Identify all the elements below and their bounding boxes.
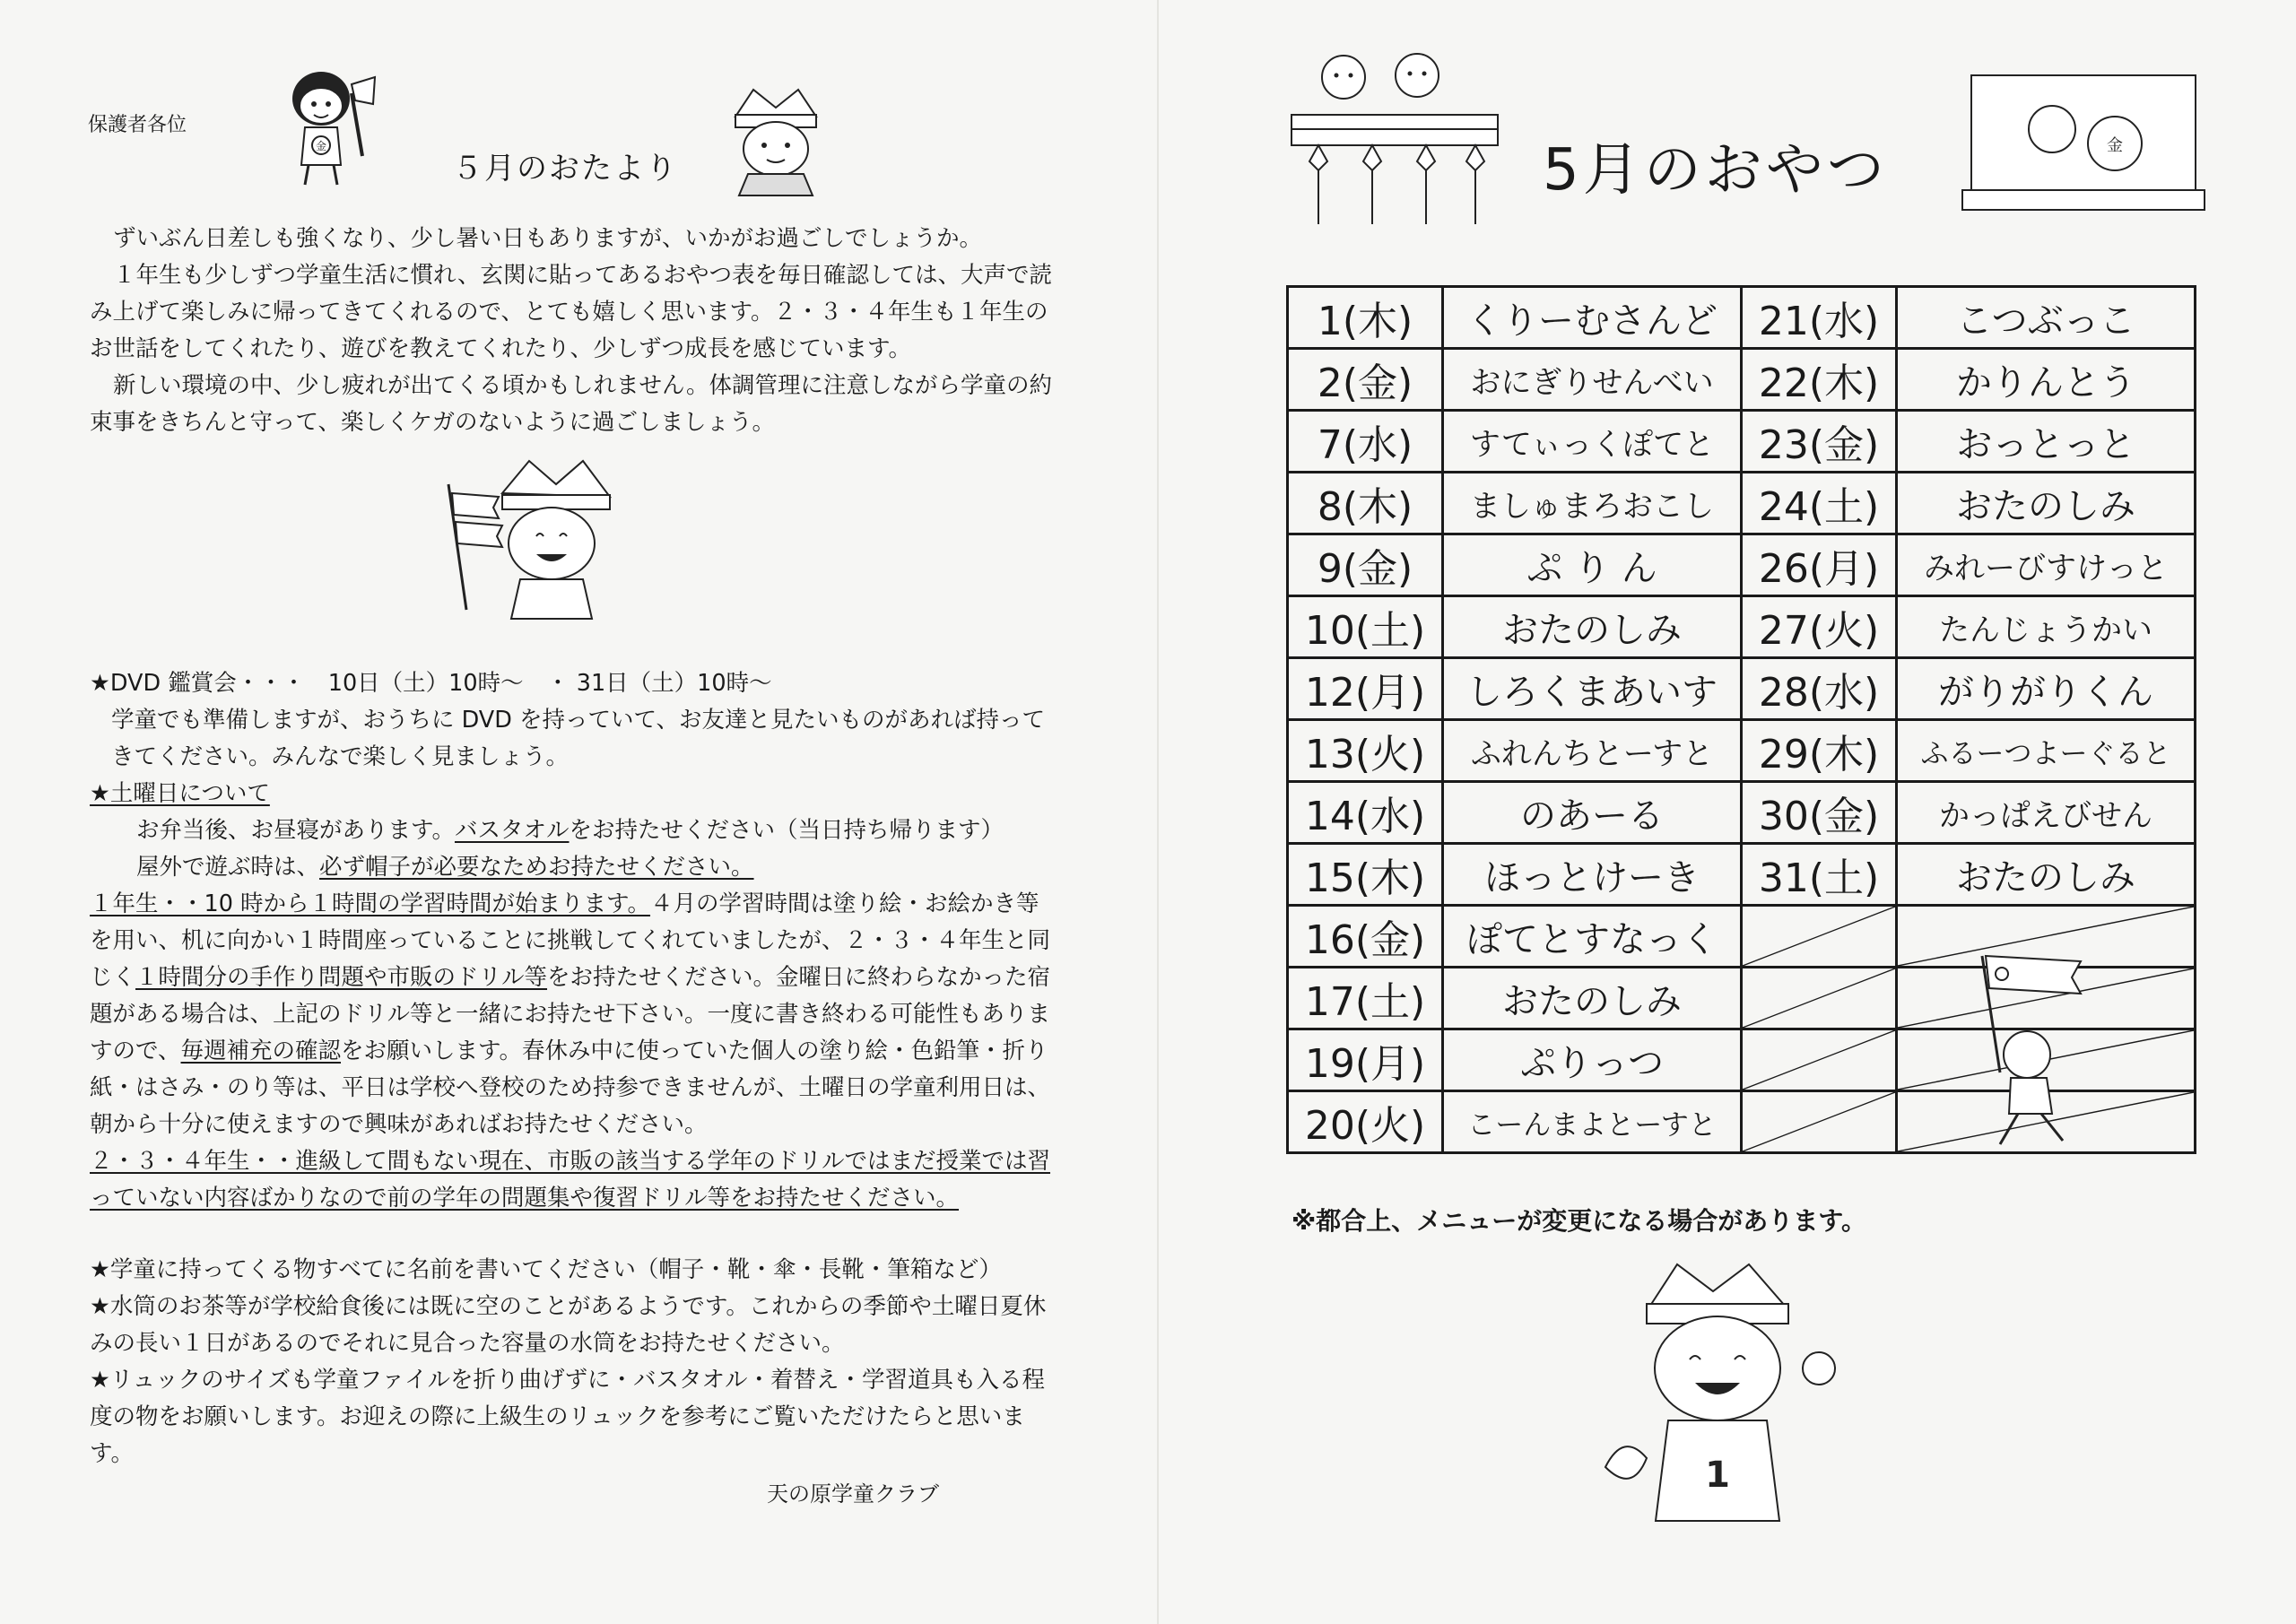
menu-snack: かりんとう [1897, 349, 2196, 411]
menu-row [1288, 844, 2196, 906]
empty-cell [1742, 1091, 1897, 1153]
menu-row [1288, 596, 2196, 658]
first-grade-text: をお願いします。春休み中に使っていた個人の塗り絵・色鉛筆・折り紙・はさみ・のり等は、平日は学校へ登校のため持参できませんが、土曜日の学童利用日は、朝から十分に使えますので興味があればお持たせください。 [90, 1038, 1051, 1138]
saturday-heading: ★土曜日について [90, 780, 270, 807]
menu-row [1288, 658, 2196, 720]
saturday-line [90, 812, 1058, 849]
boy-with-koinobori-icon [430, 457, 646, 637]
saturday-line-text: お弁当後、お昼寝があります。 [136, 817, 455, 844]
menu-row [1288, 782, 2196, 844]
svg-text:金: 金 [315, 140, 327, 152]
first-grade-note [90, 886, 1058, 1143]
rule-item: ★水筒のお茶等が学校給食後には既に空のことがあるようです。これからの季節や土曜日夏休みの長い１日があるのでそれに見合った容量の水筒をお持たせください。 [90, 1293, 1047, 1357]
rule-item: ★学童に持ってくる物すべてに名前を書いてください（帽子・靴・傘・長靴・筆箱など） [90, 1256, 1002, 1283]
intro-paragraph: ずいぶん日差しも強くなり、少し暑い日もありますが、いかがお過ごしでしょうか。 [113, 225, 983, 252]
page-fold [1157, 0, 1159, 1624]
menu-snack: おたのしみ [1897, 844, 2196, 906]
menu-row [1288, 720, 2196, 782]
menu-date: 22(木) [1742, 349, 1897, 411]
menu-date: 26(月) [1742, 534, 1897, 596]
menu-date: 1(木) [1288, 287, 1443, 349]
boy-with-axe-icon [269, 57, 395, 192]
menu-snack: ほっとけーき [1443, 844, 1742, 906]
menu-snack: おたのしみ [1443, 968, 1742, 1029]
menu-date: 31(土) [1742, 844, 1897, 906]
change-notice: ※都合上、メニューが変更になる場合があります。 [1292, 1206, 1866, 1236]
empty-cell [1742, 968, 1897, 1029]
empty-cell [1742, 906, 1897, 968]
menu-date: 17(土) [1288, 968, 1443, 1029]
first-grade-emphasis: １年生・・10 時から１時間の学習時間が始まります。 [90, 890, 651, 917]
rule-item: ★リュックのサイズも学童ファイルを折り曲げずに・バスタオル・着替え・学習道具も入る程度の物をお願いします。お迎えの際に上級生のリュックを参考にご覧いただけたらと思います。 [90, 1367, 1046, 1467]
menu-date: 10(土) [1288, 596, 1443, 658]
menu-row [1288, 534, 2196, 596]
menu-date: 21(水) [1742, 287, 1897, 349]
menu-date: 16(金) [1288, 906, 1443, 968]
menu-snack: すてぃっくぽてと [1443, 411, 1742, 473]
cheering-boy-icon [1578, 1252, 1883, 1539]
menu-snack: のあーる [1443, 782, 1742, 844]
menu-row [1288, 411, 2196, 473]
children-and-irises-icon [1283, 45, 1507, 233]
first-grade-text: をお持たせください。金曜日に終わらなかった宿題がある場合は、上記のドリル等と一緒にお持たせ下さい。一度に書き終わる可能性もありますので、 [90, 964, 1051, 1064]
intro-paragraph: 新しい環境の中、少し疲れが出てくる頃かもしれません。体調管理に注意しながら学童の約束事をきちんと守って、楽しくケガのないように過ごしましょう。 [90, 372, 1053, 436]
menu-snack: しろくまあいす [1443, 658, 1742, 720]
menu-snack: ぷりっつ [1443, 1029, 1742, 1091]
menu-date: 15(木) [1288, 844, 1443, 906]
running-boy-koinobori-icon [1946, 938, 2117, 1153]
menu-date: 23(金) [1742, 411, 1897, 473]
menu-snack: くりーむさんど [1443, 287, 1742, 349]
menu-date: 8(木) [1288, 473, 1443, 534]
snack-menu-title: 5月のおやつ [1543, 137, 1888, 204]
menu-snack: こーんまよとーすと [1443, 1091, 1742, 1153]
menu-row [1288, 287, 2196, 349]
first-grade-text: ４月の学習時間は塗り絵・お絵かき等を用い、机に向かい１時間座っていることに挑戦してくれていましたが、２・３・４年生と同じく [90, 890, 1051, 991]
drill-emphasis: １時間分の手作り問題や市販のドリル等 [135, 964, 548, 991]
menu-date: 7(水) [1288, 411, 1443, 473]
addressee: 保護者各位 [88, 114, 187, 136]
intro-paragraph: １年生も少しずつ学童生活に慣れ、玄関に貼ってあるおやつ表を毎日確認しては、大声で読み上げて楽しみに帰ってきてくれるので、とても嬉しく思います。２・３・４年生も１年生のお世話をしてくれたり、遊びを教えてくれたり、少しずつ成長を感じています。 [90, 262, 1053, 362]
signature: 天の原学童クラブ [767, 1481, 939, 1507]
menu-snack: かっぱえびせん [1897, 782, 2196, 844]
menu-snack: おっとっと [1897, 411, 2196, 473]
menu-snack: たんじょうかい [1897, 596, 2196, 658]
menu-row [1288, 349, 2196, 411]
dvd-body: 学童でも準備しますが、おうちに DVD を持っていて、お友達と見たいものがあれば持ってきてください。みんなで楽しく見ましょう。 [111, 707, 1045, 770]
menu-date: 14(水) [1288, 782, 1443, 844]
notes-section [90, 665, 1058, 1217]
menu-date: 12(月) [1288, 658, 1443, 720]
newsletter-title: ５月のおたより [452, 151, 678, 187]
menu-row [1288, 473, 2196, 534]
menu-snack: ましゅまろおこし [1443, 473, 1742, 534]
menu-snack: ぽてとすなっく [1443, 906, 1742, 968]
menu-snack: ふるーつよーぐると [1897, 720, 2196, 782]
saturday-line-text: 屋外で遊ぶ時は、 [136, 854, 320, 881]
menu-snack: こつぶっこ [1897, 287, 2196, 349]
boy-with-helmet-icon [718, 81, 834, 197]
menu-date: 28(水) [1742, 658, 1897, 720]
menu-date: 2(金) [1288, 349, 1443, 411]
menu-date: 29(木) [1742, 720, 1897, 782]
menu-date: 30(金) [1742, 782, 1897, 844]
towel-emphasis: バスタオル [454, 817, 570, 844]
upper-grade-note: ２・３・４年生・・進級して間もない現在、市販の該当する学年のドリルではまだ授業では習っていない内容ばかりなので前の学年の問題集や復習ドリル等をお持たせください。 [90, 1148, 1051, 1211]
menu-date: 13(火) [1288, 720, 1443, 782]
kintaro-doll-display-icon [1953, 57, 2213, 246]
menu-date: 9(金) [1288, 534, 1443, 596]
menu-date: 27(火) [1742, 596, 1897, 658]
menu-date: 24(土) [1742, 473, 1897, 534]
hat-emphasis: 必ず帽子が必要なためお持たせください。 [319, 854, 754, 881]
menu-snack: ぷ り ん [1443, 534, 1742, 596]
svg-text:金: 金 [2107, 136, 2123, 155]
empty-cell [1742, 1029, 1897, 1091]
menu-date: 19(月) [1288, 1029, 1443, 1091]
saturday-line [90, 849, 1058, 886]
menu-snack: がりがりくん [1897, 658, 2196, 720]
menu-snack: おたのしみ [1443, 596, 1742, 658]
menu-snack: ふれんちとーすと [1443, 720, 1742, 782]
snack-menu-page [1166, 0, 2296, 1624]
menu-snack: おたのしみ [1897, 473, 2196, 534]
menu-snack: おにぎりせんべい [1443, 349, 1742, 411]
menu-date: 20(火) [1288, 1091, 1443, 1153]
svg-text:1: 1 [1705, 1455, 1730, 1496]
weekly-check-emphasis: 毎週補充の確認 [180, 1038, 342, 1064]
rules-section [90, 1252, 1058, 1472]
menu-snack: みれーびすけっと [1897, 534, 2196, 596]
dvd-heading: ★DVD 鑑賞会・・・ 10日（土）10時～ ・ 31日（土）10時～ [90, 670, 772, 697]
saturday-line-text: をお持たせください（当日持ち帰ります） [569, 817, 1004, 844]
intro-text [90, 221, 1058, 441]
